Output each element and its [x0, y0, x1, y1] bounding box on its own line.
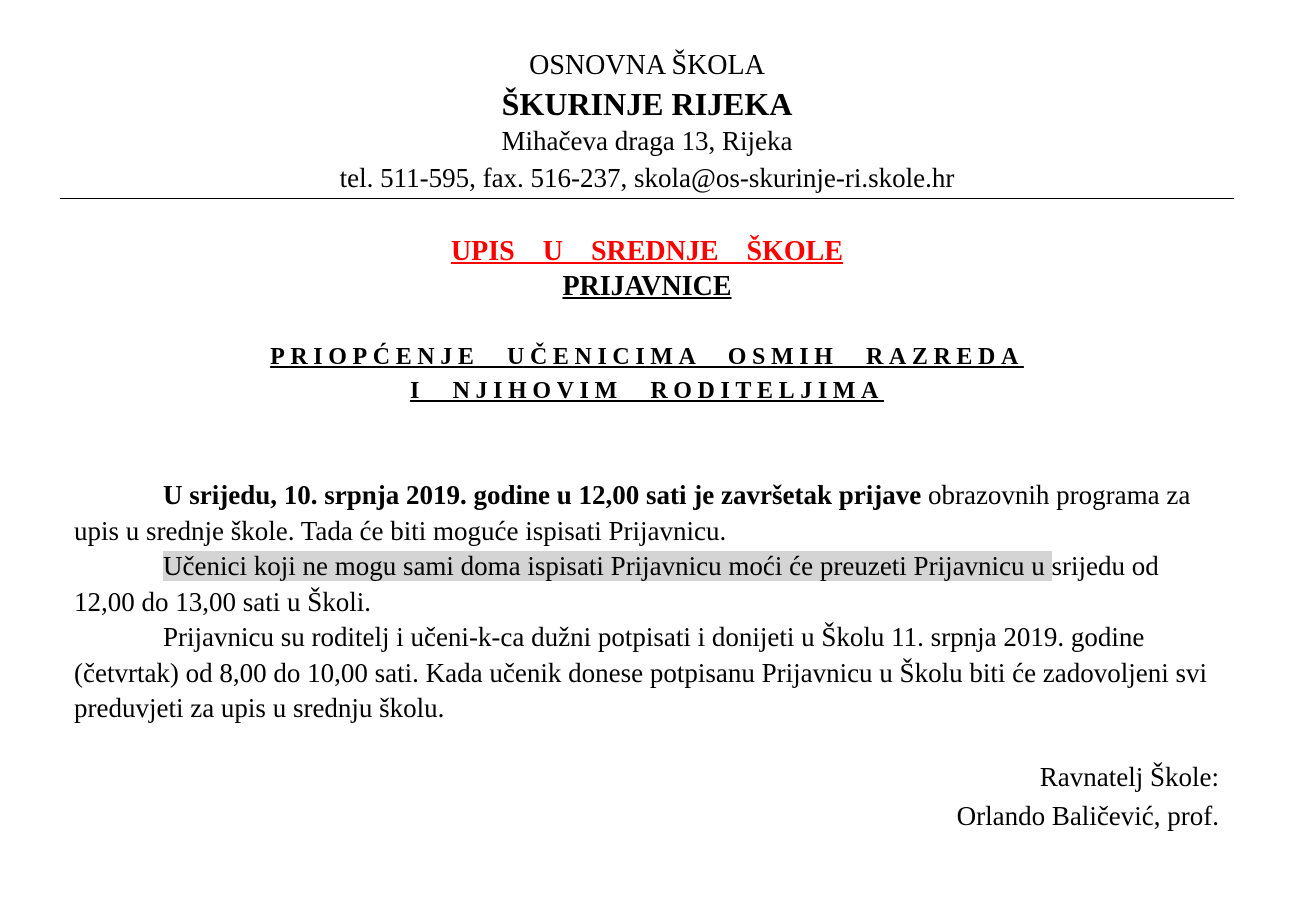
main-title-text: UPIS U SREDNJE ŠKOLE [450, 236, 844, 267]
school-header [0, 47, 1290, 197]
paragraph-2-rest: srijedu od 12,00 do 13,00 sati u Školi. [74, 551, 1159, 617]
highlighted-text: Učenici koji ne mogu sami doma ispisati Prijavnicu moći će preuzeti Prijavnicu u [163, 551, 1052, 581]
announcement-line-2: I NJIHOVIM RODITELJIMA [410, 378, 884, 404]
paragraph-1 [74, 478, 1219, 549]
signature-block [957, 758, 1219, 836]
main-title [0, 234, 1290, 270]
signature-role: Ravnatelj Škole: [1039, 762, 1219, 792]
announcement-heading [0, 340, 1290, 408]
announcement-line-1: PRIOPĆENJE UČENICIMA OSMIH RAZREDA [270, 344, 1024, 370]
school-contact: tel. 511-595, fax. 516-237, skola@os-skurinje-ri.skole.hr [339, 163, 955, 193]
school-type: OSNOVNA ŠKOLA [529, 50, 765, 81]
school-address: Mihačeva draga 13, Rijeka [501, 126, 793, 156]
paragraph-3: Prijavnicu su roditelj i učeni-k-ca dužni potpisati i donijeti u Školu 11. srpnja 2019. godine (četvrtak) od 8,00 do 10,00 sati. Kada učenik donese potpisanu Prijavnicu u Školu biti će zadovoljeni svi preduvjeti za upis u srednju školu. [74, 622, 1208, 723]
school-name: ŠKURINJE RIJEKA [501, 86, 793, 122]
paragraph-1-rest: obrazovnih programa za upis u srednje škole. Tada će biti moguće ispisati Prijavnicu. [74, 480, 1191, 546]
subtitle: PRIJAVNICE [562, 271, 732, 302]
signature-name: Orlando Baličević, prof. [956, 801, 1219, 831]
document-titles [0, 234, 1290, 304]
paragraph-1-bold: U srijedu, 10. srpnja 2019. godine u 12,00 sati je završetak prijave [163, 480, 922, 510]
paragraph-2 [74, 549, 1219, 620]
announcement-body [74, 478, 1219, 727]
header-divider [60, 198, 1234, 199]
